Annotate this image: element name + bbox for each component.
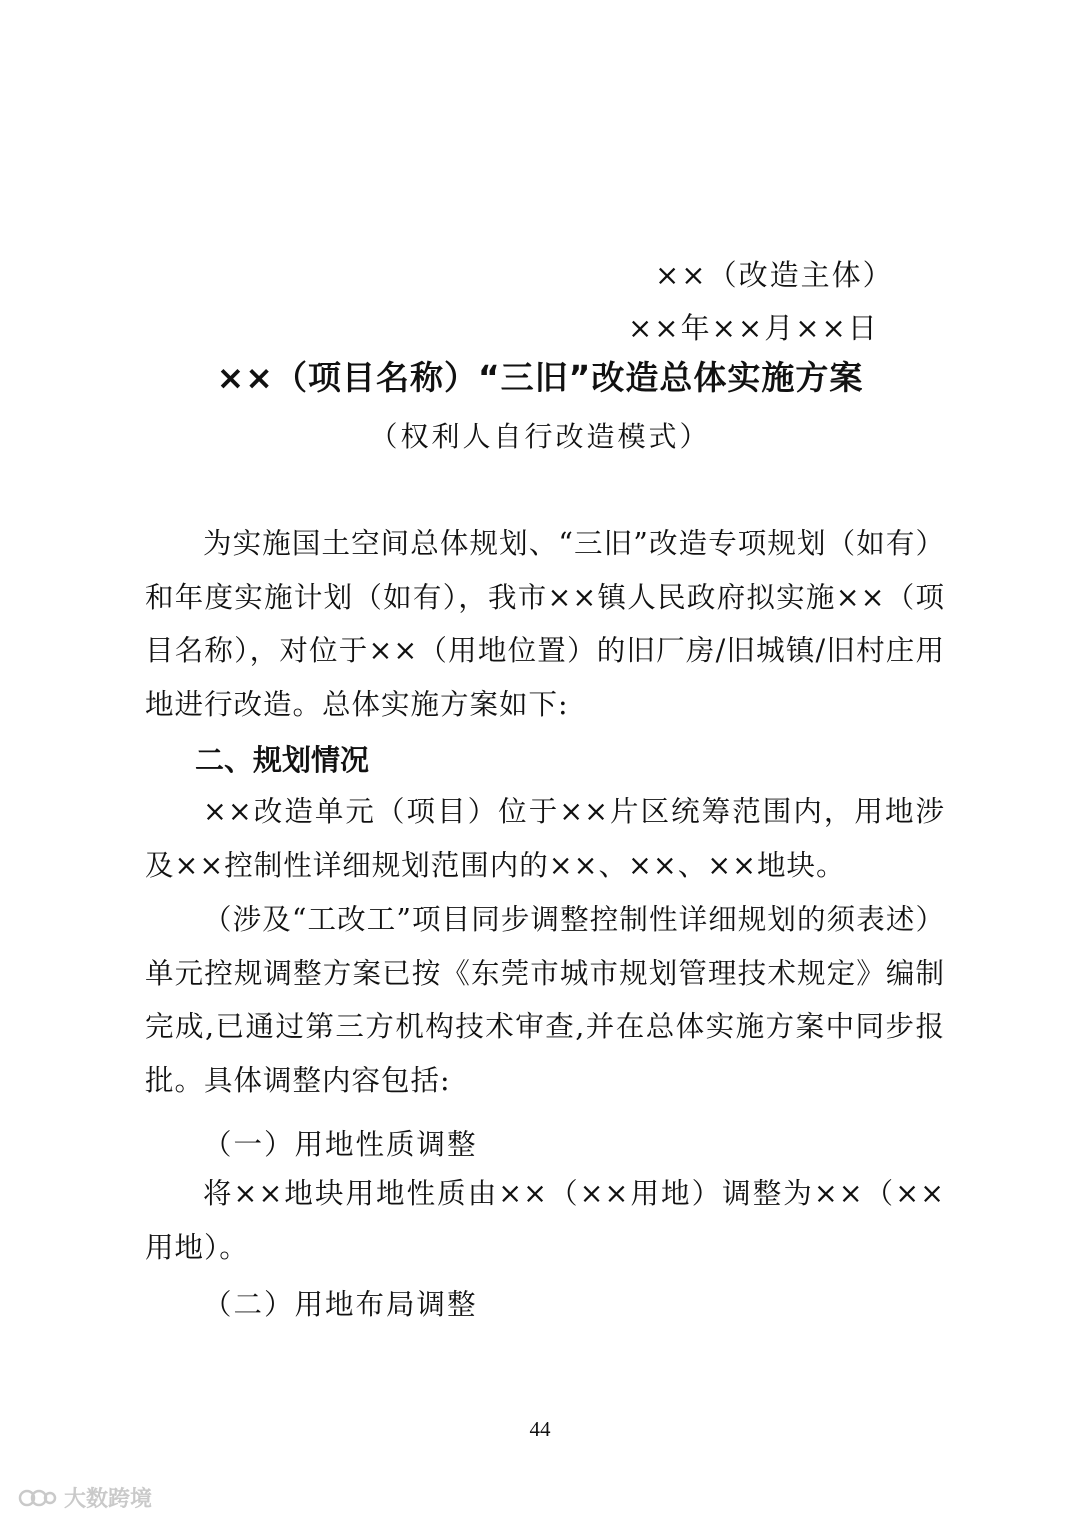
subheading-land-use: （一）用地性质调整 <box>203 1128 478 1161</box>
signature-date: ××年××月××日 <box>628 311 879 345</box>
document-subtitle: （权利人自行改造模式） <box>369 420 711 453</box>
section-heading-planning: 二、规划情况 <box>195 743 370 777</box>
watermark-logo-icon <box>18 1485 58 1511</box>
subheading-land-layout: （二）用地布局调整 <box>203 1288 478 1321</box>
planning-paragraph: ××改造单元（项目）位于××片区统筹范围内，用地涉及××控制性详细规划范围内的××、××、××地块。 <box>145 795 945 882</box>
page-number: 44 <box>529 1417 551 1441</box>
adjustment-paragraph: （涉及“工改工”项目同步调整控制性详细规划的须表述）单元控规调整方案已按《东莞市城市规划管理技术规定》编制完成,已通过第三方机构技术审查,并在总体实施方案中同步报批。具体调整内容包括: <box>145 903 945 1097</box>
watermark <box>18 1482 152 1513</box>
watermark-text: 大数跨境 <box>64 1487 153 1512</box>
signature-entity: ××（改造主体） <box>655 258 894 292</box>
intro-paragraph: 为实施国土空间总体规划、“三旧”改造专项规划（如有）和年度实施计划（如有），我市××镇人民政府拟实施××（项目名称），对位于××（用地位置）的旧厂房/旧城镇/旧村庄用地进行改造。总体实施方案如下: <box>145 527 945 721</box>
document-title: ××（项目名称）“三旧”改造总体实施方案 <box>216 358 864 397</box>
land-use-paragraph: 将××地块用地性质由××（××用地）调整为××（××用地）。 <box>145 1177 945 1264</box>
